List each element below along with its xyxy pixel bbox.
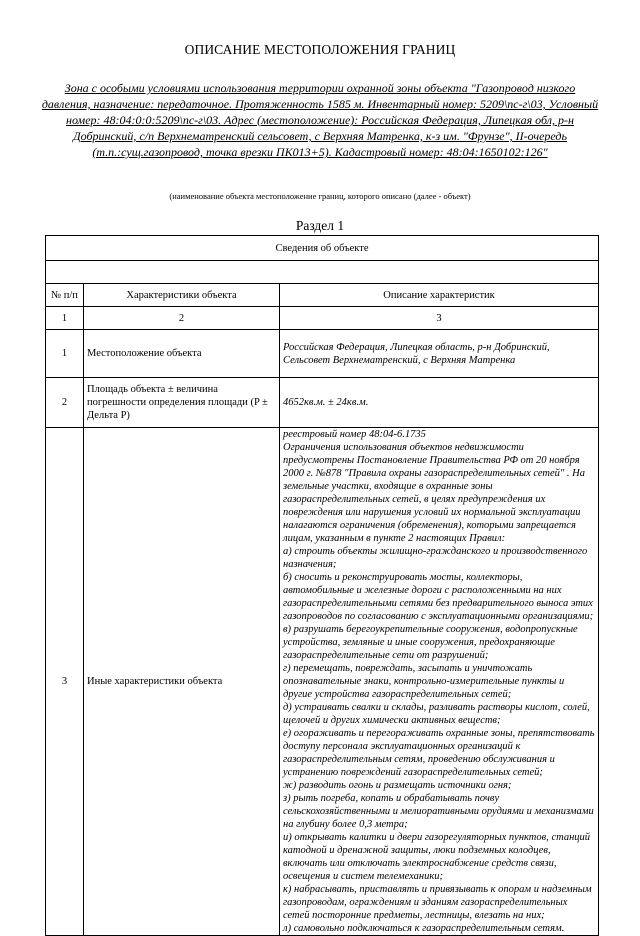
row-characteristic: Площадь объекта ± величина погрешности определения площади (P ± Дельта P) (84, 378, 280, 428)
row-num: 1 (46, 330, 84, 378)
table-spacer-row (46, 261, 599, 284)
other-text-line: г) перемещать, повреждать, засыпать и уничтожать опознавательные знаки, контрольно-измерительные пункты и другие устройства газораспределительных сетей; (283, 663, 565, 700)
other-text-line: а) строить объекты жилищно-гражданского и производственного назначения; (283, 546, 588, 570)
row-characteristic: Иные характеристики объекта (84, 428, 280, 936)
other-text-line: ж) разводить огонь и размещать источники огня; (283, 780, 512, 791)
table-header: Сведения об объекте (46, 236, 599, 261)
table-row (46, 330, 599, 378)
column-number-1: 1 (46, 307, 84, 330)
other-text-line: з) рыть погреба, копать и обрабатывать почву сельскохозяйственными и мелиоративными орудиями и механизмами на глубину более 0,3 метра; (283, 793, 594, 830)
column-header-description: Описание характеристик (280, 284, 599, 307)
object-name: Зона с особыми условиями использования территории охранной зоны объекта "Газопровод низкого давления, назначение: передаточное. Протяженность 1585 м. Инвентарный номер: 5209\пс-г\03, Условный номер: 48:04:0:0:5209\пс-г\03. Адрес (местоположение): Российская Федерация, Липецкая обл, р-н Добринский, с/п Верхнематренский сельсовет, с Верхняя Матренка, к-з им. "Фрунзе", II-очередь (т.п.:сущ.газопровод, точка врезки ПК013+5). Кадастровый номер: 48:04:1650102:126" (41, 81, 599, 159)
row-num: 2 (46, 378, 84, 428)
object-caption: (наименование объекта местоположение границ, которого описано (далее - объект) (169, 191, 471, 201)
table-row (46, 428, 599, 936)
page-title: ОПИСАНИЕ МЕСТОПОЛОЖЕНИЯ ГРАНИЦ (184, 42, 456, 57)
column-header-num: № п/п (46, 284, 84, 307)
object-info-table (45, 235, 599, 936)
table-header-row (46, 236, 599, 261)
table-spacer (46, 261, 599, 284)
row-num: 3 (46, 428, 84, 936)
other-text-line: б) сносить и реконструировать мосты, коллекторы, автомобильные и железные дороги с расположенными на них газораспределительными сетями без предварительного выноса этих газопроводов по согласованию с эксплуатационными организациями; (283, 572, 594, 622)
other-text-line: реестровый номер 48:04-6.1735 (283, 429, 426, 440)
other-text-line: к) набрасывать, приставлять и привязывать к опорам и надземным газопроводам, ограждениям и зданиям газораспределительных сетей посторонние предметы, лестницы, влезать на них; (283, 884, 592, 921)
column-number-2: 2 (84, 307, 280, 330)
column-numbers-row (46, 307, 599, 330)
row-description: Российская Федерация, Липецкая область, р-н Добринский, Сельсовет Верхнематренский, с Верхняя Матренка (280, 330, 599, 378)
other-text-line: л) самовольно подключаться к газораспределительным сетям. (283, 923, 565, 934)
other-text-line: в) разрушать берегоукрепительные сооружения, водопропускные устройства, земляные и иные сооружения, предохраняющие газораспределительные сети от разрушений; (283, 624, 578, 661)
other-text-line: и) открывать калитки и двери газорегуляторных пунктов, станций катодной и дренажной защиты, люки подземных колодцев, включать или отключать электроснабжение средств связи, освещения и систем телемеханики; (283, 832, 591, 882)
column-headers-row (46, 284, 599, 307)
other-text-line: Ограничения использования объектов недвижимости предусмотрены Постановление Правительства РФ от 20 ноября 2000 г. №878 "Правила охраны газораспределительных сетей" . На земельные участки, входящие в охранные зоны газораспределительных сетей, в целях предупреждения их повреждения или нарушения условий их нормальной эксплуатации налагаются ограничения (обременения), которыми запрещается лицам, указанным в пункте 2 настоящих Правил: (283, 442, 586, 544)
column-header-characteristic: Характеристики объекта (84, 284, 280, 307)
row-characteristic: Местоположение объекта (84, 330, 280, 378)
row-description (280, 428, 599, 936)
table-row (46, 378, 599, 428)
section-title: Раздел 1 (295, 218, 345, 233)
other-text-line: е) огораживать и перегораживать охранные зоны, препятствовать доступу персонала эксплуатационных организаций к газораспределительным сетям, проведению обслуживания и устранению повреждений газораспределительных сетей; (283, 728, 595, 778)
column-number-3: 3 (280, 307, 599, 330)
other-text-line: д) устраивать свалки и склады, разливать растворы кислот, солей, щелочей и других химически активных веществ; (283, 702, 590, 726)
row-description: 4652кв.м. ± 24кв.м. (280, 378, 599, 428)
